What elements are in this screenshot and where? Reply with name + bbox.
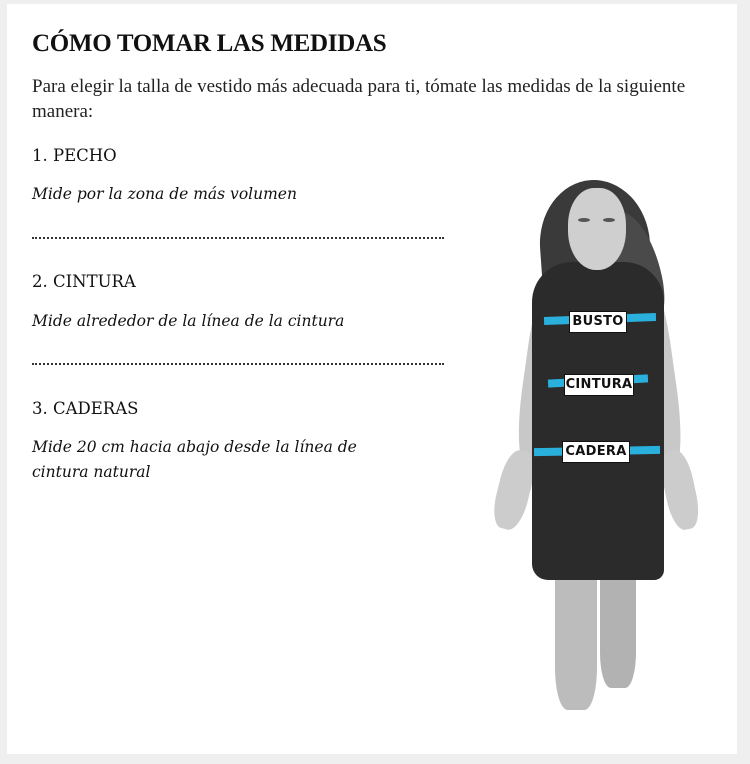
page-title: CÓMO TOMAR LAS MEDIDAS — [32, 30, 387, 57]
dotted-divider — [32, 363, 444, 365]
eye-icon — [603, 218, 615, 222]
eye-icon — [578, 218, 590, 222]
label-cadera: CADERA — [562, 441, 630, 463]
step-desc-caderas: Mide 20 cm hacia abajo desde la línea de cintura natural — [32, 438, 357, 481]
step-title-caderas: 3. CADERAS — [32, 399, 139, 418]
face — [568, 188, 626, 270]
step-title-pecho: 1. PECHO — [32, 146, 117, 165]
intro-text: Para elegir la talla de vestido más adecuada para ti, tómate las medidas de la siguiente manera: — [32, 76, 686, 122]
leg-left — [555, 570, 597, 710]
label-cintura: CINTURA — [564, 374, 634, 396]
step-desc-cintura: Mide alrededor de la línea de la cintura — [32, 312, 345, 330]
step-title-cintura: 2. CINTURA — [32, 272, 136, 291]
label-busto: BUSTO — [569, 311, 627, 333]
step-desc-pecho: Mide por la zona de más volumen — [32, 185, 297, 203]
dotted-divider — [32, 237, 444, 239]
model-figure-image — [480, 170, 710, 715]
leg-right — [600, 570, 636, 688]
black-dress — [532, 262, 664, 580]
